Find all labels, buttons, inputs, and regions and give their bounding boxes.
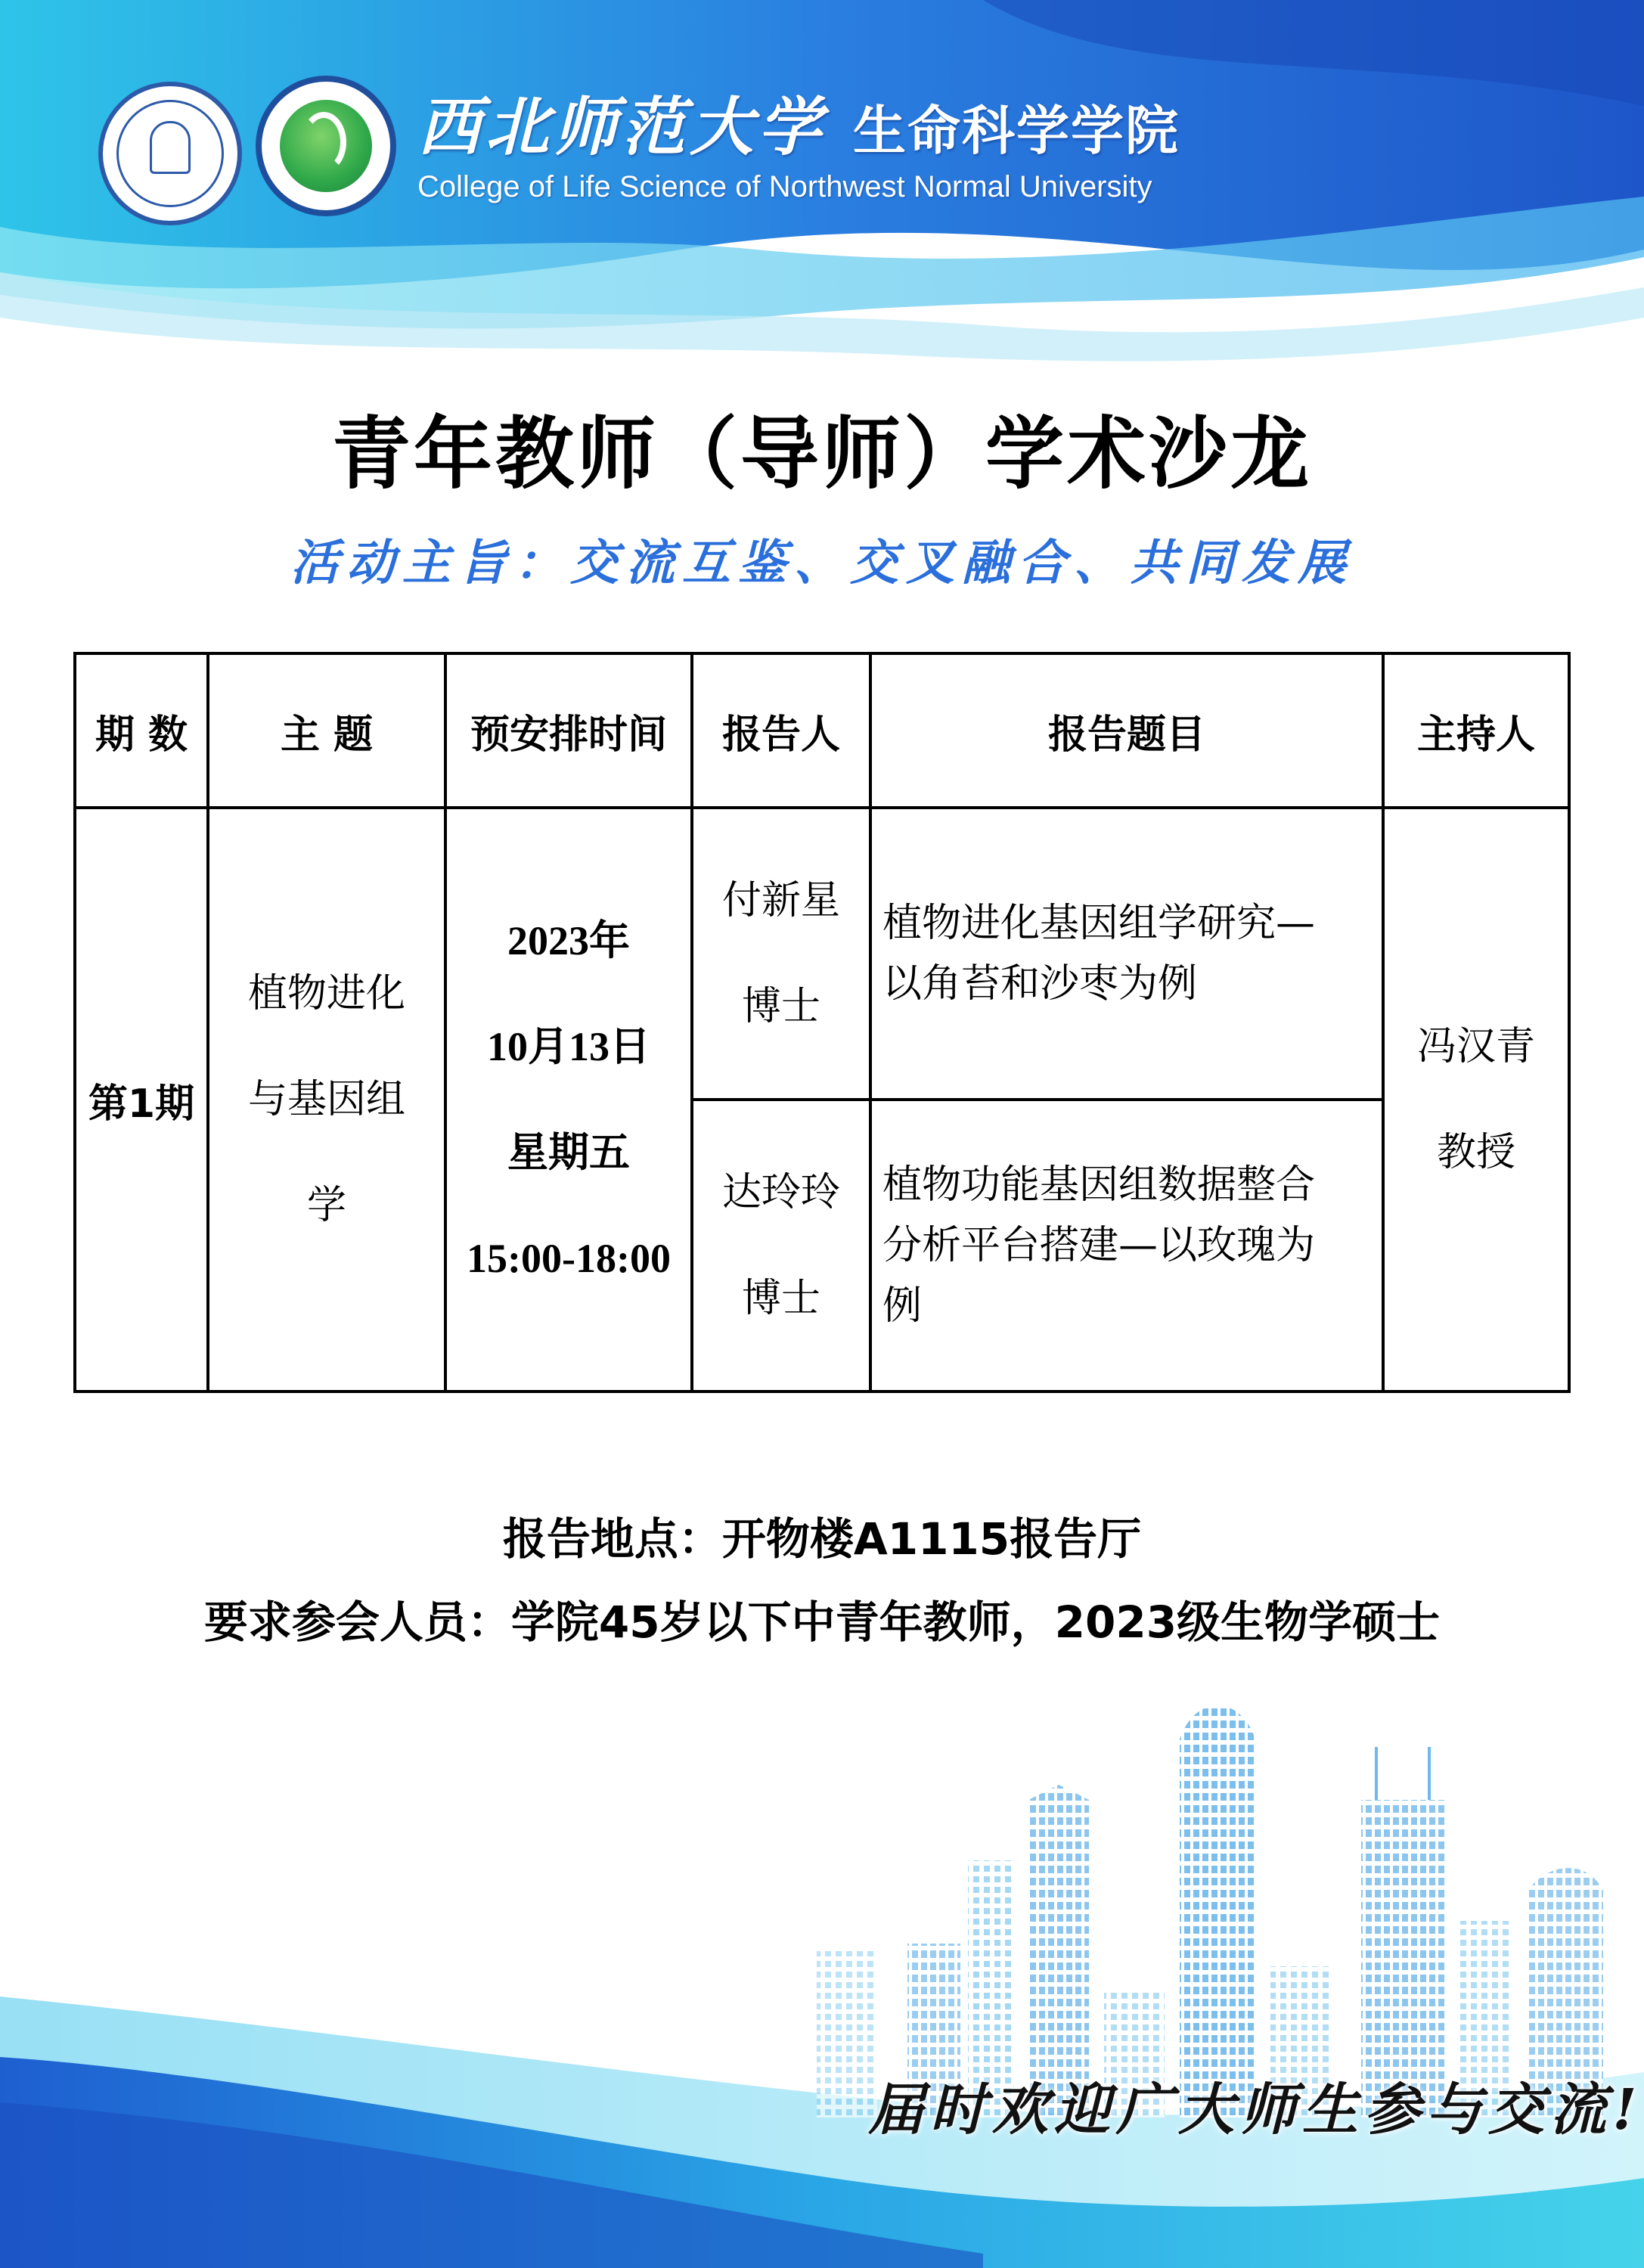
report-title-line: 以角苔和沙枣为例	[882, 961, 1198, 1007]
report-title-line: 分析平台搭建—以玫瑰为	[882, 1223, 1316, 1268]
time-cell	[445, 808, 692, 1392]
speaker-cell	[692, 1100, 870, 1392]
header-speaker: 报告人	[692, 653, 870, 808]
swirl-icon	[301, 112, 346, 172]
speaker-name: 付新星	[721, 878, 840, 923]
venue-text: 报告地点：开物楼A1115报告厅	[502, 1513, 1142, 1565]
speaker-name: 达玲玲	[721, 1170, 840, 1215]
university-name: 西北师范大学	[417, 89, 827, 164]
top-banner-graphic	[0, 0, 1644, 424]
page-title: 青年教师（导师）学术沙龙	[331, 408, 1312, 500]
report-title-line: 植物功能基因组数据整合	[882, 1162, 1316, 1208]
topic-line: 植物进化	[247, 971, 405, 1016]
period-cell: 第1期	[75, 808, 208, 1392]
report-title-line: 例	[882, 1283, 923, 1329]
report-title-cell	[870, 1100, 1383, 1392]
table-row	[75, 808, 1569, 1100]
table-header-row	[75, 653, 1569, 808]
topic-line: 学	[306, 1183, 346, 1228]
header-report-title: 报告题目	[870, 653, 1383, 808]
header-topic: 主 题	[208, 653, 445, 808]
welcome-slogan: 届时欢迎广大师生参与交流!	[868, 2077, 1643, 2142]
host-cell	[1383, 808, 1569, 1392]
time-line: 2023年	[507, 918, 630, 963]
event-purpose: 活动主旨：交流互鉴、交叉融合、共同发展	[290, 535, 1354, 591]
host-name: 冯汉青	[1416, 1024, 1535, 1069]
bell-icon	[150, 121, 191, 174]
time-line: 星期五	[507, 1130, 630, 1175]
topic-cell	[208, 808, 445, 1392]
report-title-cell	[870, 808, 1383, 1100]
speaker-cell	[692, 808, 870, 1100]
schedule-table	[73, 652, 1571, 1393]
header-time: 预安排时间	[445, 653, 692, 808]
speaker-title: 博士	[741, 984, 820, 1029]
college-name-english: College of Life Science of Northwest Normal University	[417, 170, 1152, 203]
college-name: 生命科学学院	[853, 100, 1180, 162]
city-skyline-illustration	[802, 1694, 1618, 2118]
time-line: 15:00-18:00	[467, 1236, 671, 1281]
header-period: 期 数	[75, 653, 208, 808]
attendees-text: 要求参会人员：学院45岁以下中青年教师，2023级生物学硕士	[203, 1596, 1441, 1648]
topic-line: 与基因组	[247, 1077, 405, 1122]
nwnu-seal-logo	[98, 82, 242, 225]
time-line: 10月13日	[487, 1024, 650, 1069]
host-title: 教授	[1436, 1130, 1515, 1175]
header-host: 主持人	[1383, 653, 1569, 808]
report-title-line: 植物进化基因组学研究—	[882, 901, 1316, 946]
speaker-title: 博士	[741, 1276, 820, 1321]
college-seal-logo	[256, 76, 396, 216]
